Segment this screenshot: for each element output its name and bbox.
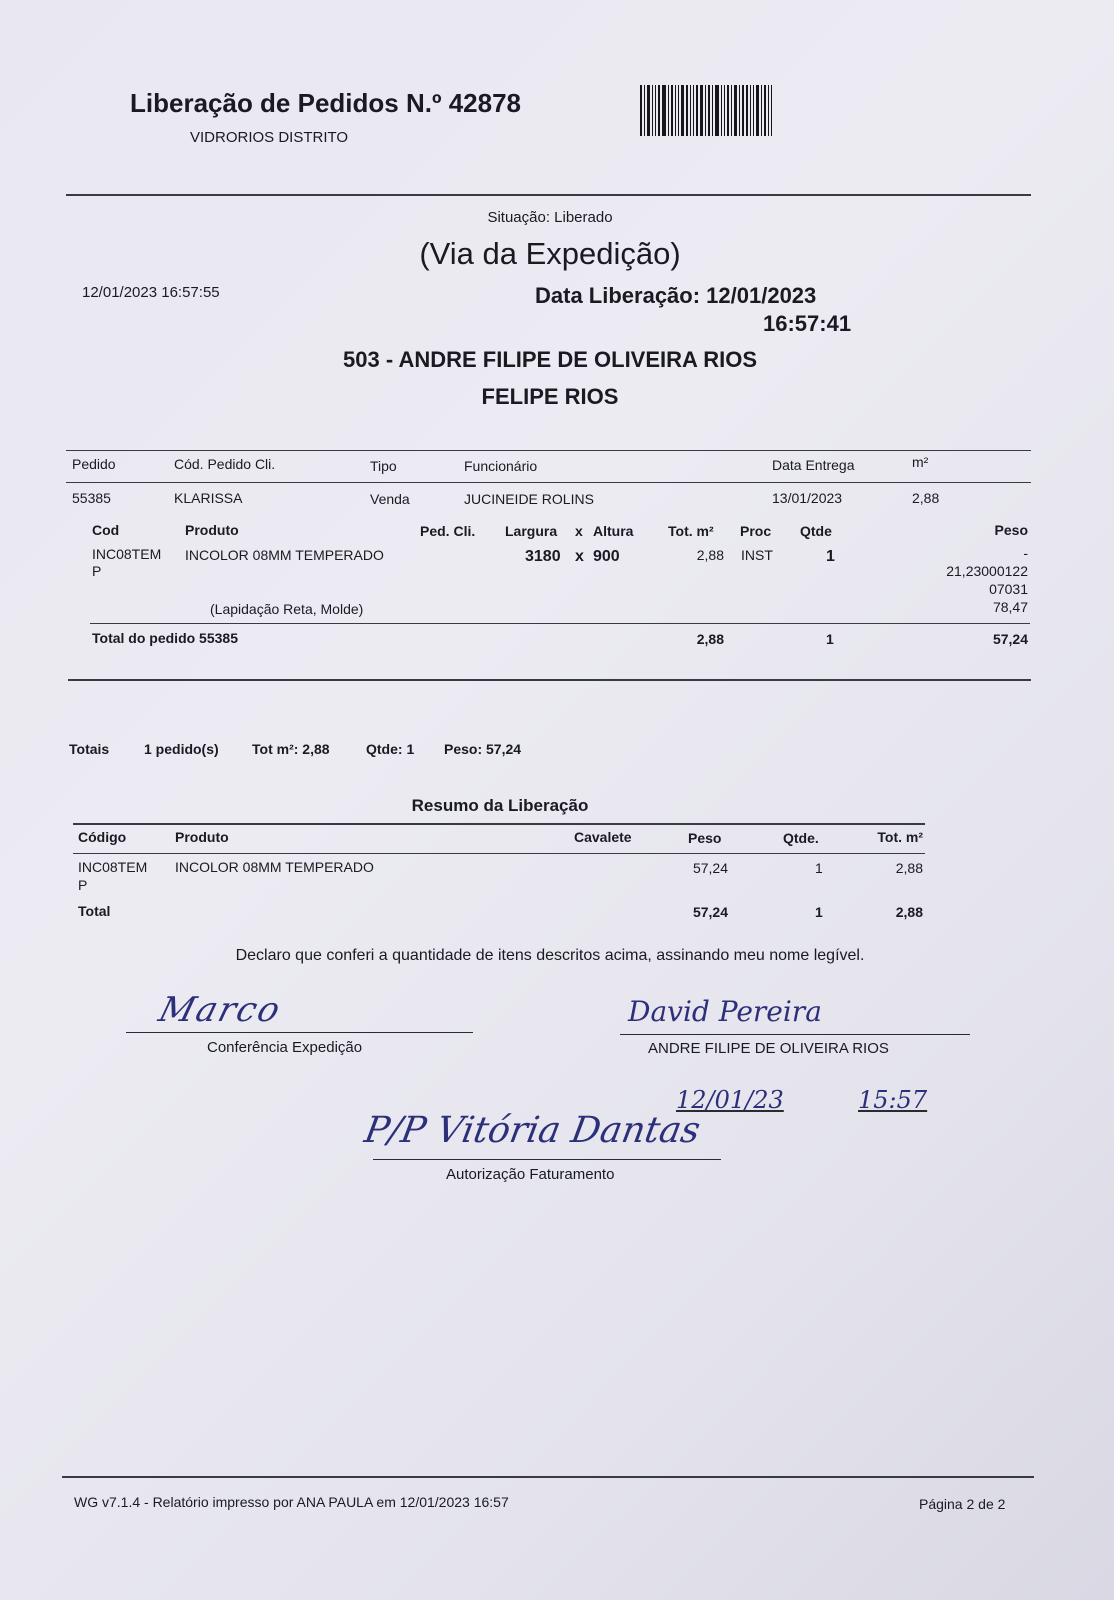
signature-label-right: ANDRE FILIPE DE OLIVEIRA RIOS — [648, 1040, 889, 1057]
totals-qty: Qtde: 1 — [366, 741, 415, 757]
barcode-bar — [753, 85, 754, 136]
barcode-bar — [750, 85, 751, 136]
order-total-m2: 2,88 — [696, 631, 724, 647]
totals-label: Totais — [69, 741, 110, 757]
order-block-bottom-border — [68, 679, 1031, 681]
item-processing-note: (Lapidação Reta, Molde) — [210, 601, 364, 617]
summary-top-border — [73, 823, 925, 825]
signature-line-bottom — [373, 1159, 721, 1160]
summary-total-label: Total — [78, 903, 111, 919]
summary-total-weight: 57,24 — [692, 904, 728, 920]
order-table-header-border — [66, 482, 1031, 483]
barcode-bar — [712, 85, 713, 136]
footer-divider — [62, 1476, 1034, 1478]
item-weight-line1: - — [1023, 545, 1028, 561]
item-col-qtde: Qtde — [800, 523, 832, 539]
summary-col-cavalete: Cavalete — [574, 829, 632, 845]
release-time: 16:57:41 — [763, 311, 852, 336]
summary-col-codigo: Código — [78, 829, 127, 845]
item-weight-line4: 78,47 — [992, 599, 1028, 615]
barcode-bar — [739, 85, 740, 136]
order-number: 55385 — [72, 490, 111, 506]
item-product: INCOLOR 08MM TEMPERADO — [185, 547, 384, 563]
item-qty: 1 — [826, 548, 835, 565]
barcode-bar — [668, 85, 669, 136]
report-title: Liberação de Pedidos N.º 42878 — [130, 88, 521, 118]
barcode-bar — [715, 85, 719, 136]
item-code-line1: INC08TEM — [92, 546, 162, 562]
order-total-label: Total do pedido 55385 — [92, 630, 238, 646]
item-col-x: x — [575, 523, 583, 539]
item-x: x — [575, 548, 584, 565]
totals-orders: 1 pedido(s) — [144, 741, 219, 757]
item-code-line2: P — [92, 563, 102, 579]
barcode-bar — [693, 85, 694, 136]
item-col-produto: Produto — [185, 522, 239, 538]
barcode-bar — [700, 85, 703, 136]
copy-label: (Via da Expedição) — [419, 236, 681, 271]
barcode-bar — [761, 85, 762, 136]
item-width: 3180 — [525, 548, 561, 565]
summary-total-m2: 2,88 — [895, 904, 923, 920]
col-tipo: Tipo — [370, 458, 397, 474]
barcode-bar — [678, 85, 679, 136]
barcode-bar — [705, 85, 706, 136]
header-divider — [66, 194, 1031, 196]
barcode-bar — [690, 85, 691, 136]
barcode-bar — [708, 85, 710, 136]
summary-header-border — [73, 853, 925, 854]
barcode-bar — [647, 85, 650, 136]
signature-line-right — [620, 1034, 970, 1035]
summary-tot-m2: 2,88 — [895, 860, 923, 876]
status-text: Situação: Liberado — [487, 209, 613, 226]
item-proc: INST — [741, 547, 773, 563]
summary-title: Resumo da Liberação — [411, 796, 589, 815]
client-nickname: FELIPE RIOS — [481, 384, 619, 409]
item-col-altura: Altura — [593, 523, 634, 539]
page-number: Página 2 de 2 — [919, 1496, 1006, 1512]
item-col-peso: Peso — [994, 522, 1028, 538]
summary-code-line2: P — [78, 877, 88, 893]
col-m2: m² — [912, 454, 929, 470]
barcode-bar — [696, 85, 698, 136]
totals-m2: Tot m²: 2,88 — [252, 741, 330, 757]
signature-label-bottom: Autorização Faturamento — [446, 1166, 615, 1183]
summary-col-tot-m2: Tot. m² — [877, 829, 923, 845]
barcode-bar — [675, 85, 676, 136]
barcode-bar — [655, 85, 656, 136]
item-col-largura: Largura — [505, 523, 558, 539]
barcode — [640, 85, 810, 136]
col-data-entrega: Data Entrega — [772, 457, 855, 473]
barcode-bar — [742, 85, 744, 136]
client-name: 503 - ANDRE FILIPE DE OLIVEIRA RIOS — [343, 347, 757, 372]
barcode-bar — [671, 85, 673, 136]
barcode-bar — [746, 85, 748, 136]
barcode-bar — [727, 85, 729, 136]
footer-print-info: WG v7.1.4 - Relatório impresso por ANA PAULA em 12/01/2023 16:57 — [74, 1494, 509, 1510]
item-weight-line2: 21,23000122 — [946, 563, 1028, 579]
signature-line-left — [126, 1032, 473, 1033]
signature-client: David Pereira — [628, 995, 822, 1028]
summary-col-qtde: Qtde. — [783, 830, 819, 846]
barcode-bar — [658, 85, 660, 136]
col-pedido: Pedido — [72, 456, 116, 472]
delivery-date: 13/01/2023 — [772, 490, 843, 506]
signature-conferencia: Marco — [154, 990, 287, 1030]
summary-total-qty: 1 — [815, 904, 823, 920]
item-tot-m2: 2,88 — [696, 547, 724, 563]
signature-label-left: Conferência Expedição — [207, 1039, 363, 1056]
col-cod-pedido-cli: Cód. Pedido Cli. — [174, 456, 276, 472]
summary-col-produto: Produto — [175, 829, 229, 845]
company-name: VIDRORIOS DISTRITO — [190, 129, 349, 146]
summary-col-peso: Peso — [688, 830, 722, 846]
print-timestamp: 12/01/2023 16:57:55 — [82, 284, 220, 301]
order-type: Venda — [370, 491, 410, 507]
barcode-bar — [771, 85, 772, 136]
release-date: Data Liberação: 12/01/2023 — [535, 283, 817, 308]
employee-name: JUCINEIDE ROLINS — [464, 491, 594, 507]
barcode-bar — [756, 85, 759, 136]
item-col-cod: Cod — [92, 522, 120, 538]
barcode-bar — [652, 85, 653, 136]
summary-product: INCOLOR 08MM TEMPERADO — [175, 859, 374, 875]
barcode-bar — [686, 85, 688, 136]
signature-faturamento: P/P Vitória Dantas — [361, 1110, 704, 1151]
declaration-text: Declaro que conferi a quantidade de itens descritos acima, assinando meu nome legível. — [235, 947, 865, 964]
item-weight-line3: 07031 — [989, 581, 1028, 597]
barcode-bar — [734, 85, 737, 136]
handwritten-date: 12/01/23 — [676, 1086, 784, 1114]
handwritten-time: 15:57 — [858, 1086, 928, 1114]
order-total-weight: 57,24 — [992, 631, 1028, 647]
item-col-tot-m2: Tot. m² — [668, 523, 714, 539]
barcode-bar — [768, 85, 769, 136]
totals-weight: Peso: 57,24 — [444, 741, 522, 757]
summary-qty: 1 — [815, 860, 823, 876]
client-order-code: KLARISSA — [174, 490, 243, 506]
order-table-top-border — [66, 450, 1031, 451]
barcode-bar — [721, 85, 722, 136]
barcode-bar — [764, 85, 766, 136]
barcode-bar — [644, 85, 645, 136]
summary-weight: 57,24 — [692, 860, 728, 876]
barcode-bar — [640, 85, 642, 136]
item-total-divider — [90, 623, 1030, 624]
item-col-ped-cli: Ped. Cli. — [420, 523, 476, 539]
order-m2: 2,88 — [912, 490, 940, 506]
barcode-bar — [681, 85, 684, 136]
barcode-bar — [662, 85, 666, 136]
order-total-qty: 1 — [826, 631, 834, 647]
col-funcionario: Funcionário — [464, 458, 538, 474]
item-col-proc: Proc — [740, 523, 772, 539]
item-height: 900 — [593, 548, 620, 565]
barcode-bar — [724, 85, 725, 136]
barcode-bar — [731, 85, 732, 136]
summary-code-line1: INC08TEM — [78, 859, 148, 875]
